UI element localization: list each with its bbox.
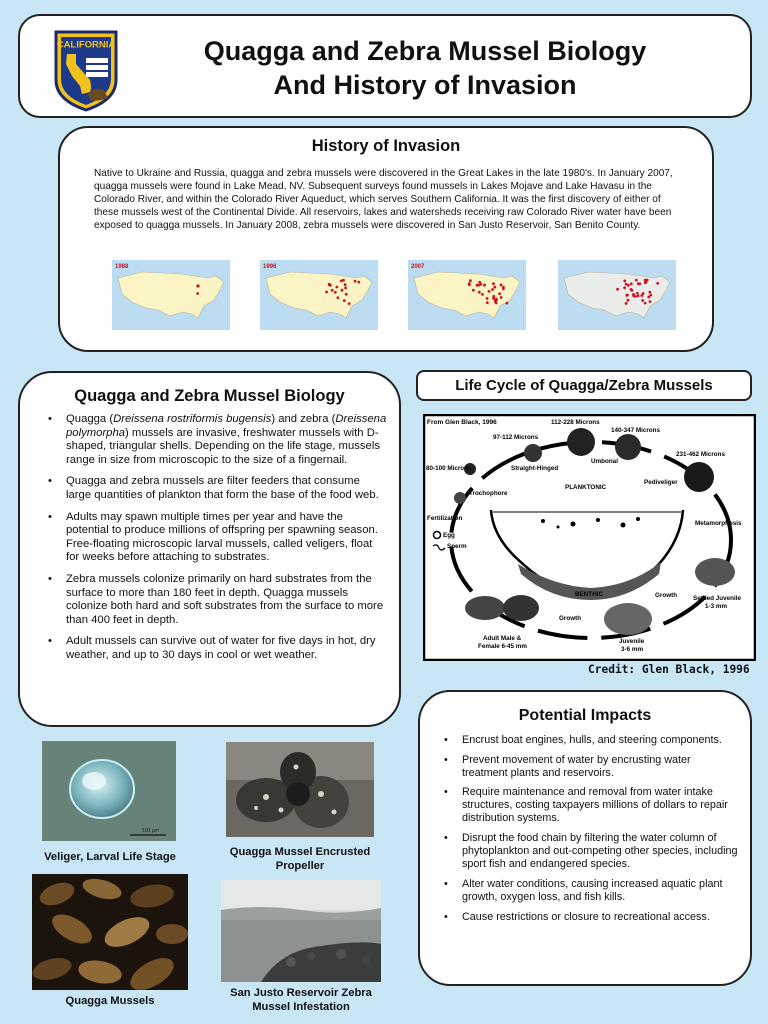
invasion-map <box>260 260 378 330</box>
infestation-mark <box>491 288 494 291</box>
label-settled-juvenile: Settled Juvenile <box>693 595 741 602</box>
stage-140-icon <box>615 434 641 460</box>
infestation-mark <box>342 279 345 282</box>
adult-female-icon <box>465 596 505 620</box>
veliger-photo <box>42 741 176 841</box>
label-juvenile: Juvenile <box>619 638 645 645</box>
infestation-mark <box>632 294 635 297</box>
infestation-mark <box>477 284 480 287</box>
list-item: • Disrupt the food chain by filtering the water column of phytoplankton and out-competing other species, including sport fish and endangered species. <box>434 832 738 871</box>
title-panel <box>18 14 752 118</box>
reservoir-caption: San Justo Reservoir Zebra Mussel Infestation <box>230 987 372 1013</box>
infestation-mark <box>644 279 647 282</box>
infestation-mark <box>341 289 344 292</box>
lifecycle-heading: Life Cycle of Quagga/Zebra Mussels <box>455 377 713 394</box>
infestation-mark <box>502 288 505 291</box>
infestation-mark <box>625 302 628 305</box>
infestation-mark <box>478 291 481 294</box>
infestation-mark <box>196 292 199 295</box>
infestation-mark <box>637 282 640 285</box>
infestation-mark <box>344 287 347 290</box>
juvenile-icon <box>604 603 652 635</box>
infestation-mark <box>631 289 634 292</box>
label-trochophore: Trochophore <box>469 490 508 497</box>
label-pediveliger: Pediveliger <box>644 479 678 486</box>
infestation-mark <box>345 293 348 296</box>
biology-panel <box>18 371 401 727</box>
label-adult: Adult Male & <box>483 635 522 642</box>
stage-97-icon <box>524 444 542 462</box>
infestation-mark <box>649 300 652 303</box>
infestation-mark <box>348 302 351 305</box>
label-growth-1: Growth <box>655 592 678 599</box>
history-heading: History of Invasion <box>311 137 461 155</box>
lifecycle-title-panel <box>416 370 752 401</box>
list-item: • Quagga (Dreissena rostriformis bugensis) and zebra (Dreissena polymorpha) mussels are invasive, freshwater mussels with D-shaped, triangular shells. Depending on the life stage, mussels range in size from microscopic to the size of a fingernail. <box>38 413 388 467</box>
infestation-mark <box>336 286 339 289</box>
label-sperm: Sperm <box>447 543 467 550</box>
label-straight-hinged: Straight-Hinged <box>511 465 559 472</box>
label-planktonic: PLANKTONIC <box>565 484 607 491</box>
infestation-mark <box>616 288 619 291</box>
cdfw-badge-logo <box>52 28 120 112</box>
list-item: • Require maintenance and removal from water intake structures, costing taxpayers millions of dollars to repair distribution systems. <box>434 786 738 825</box>
infestation-mark <box>325 291 328 294</box>
biology-heading: Quagga and Zebra Mussel Biology <box>74 387 345 405</box>
stage-231-icon <box>684 462 714 492</box>
infestation-mark <box>478 281 481 284</box>
san-justo-reservoir-photo <box>221 880 381 982</box>
label-umbonal: Umbonal <box>591 458 618 465</box>
propeller-caption: Quagga Mussel Encrusted Propeller <box>229 846 371 872</box>
list-item: • Adult mussels can survive out of water for five days in hot, dry weather, and up to 30 days in cool or wet weather. <box>38 635 388 662</box>
lifecycle-credit: Credit: Glen Black, 1996 <box>588 663 750 676</box>
veliger-scale-label: 100 µm <box>142 828 159 834</box>
infestation-mark <box>481 293 484 296</box>
infestation-mark <box>498 292 501 295</box>
infestation-mark <box>630 283 633 286</box>
infestation-mark <box>472 289 475 292</box>
infestation-mark <box>635 279 638 282</box>
stage-112-icon <box>567 428 595 456</box>
infestation-mark <box>500 296 503 299</box>
infestation-mark <box>493 286 496 289</box>
infestation-mark <box>329 284 332 287</box>
biology-list <box>38 413 388 671</box>
title-line-2: And History of Invasion <box>273 70 577 100</box>
list-item: • Cause restrictions or closure to recreational access. <box>434 911 738 924</box>
infestation-mark <box>641 299 644 302</box>
impacts-heading: Potential Impacts <box>518 707 652 724</box>
quagga-scientific-name: Dreissena rostriformis bugensis <box>113 413 272 425</box>
quagga-mussels-caption: Quagga Mussels <box>65 995 155 1007</box>
zebra-scientific-name: Dreissena polymorpha <box>66 413 387 439</box>
list-item: • Quagga and zebra mussels are filter feeders that consume large quantities of plankton that form the base of the food web. <box>38 475 388 502</box>
infestation-mark <box>488 290 491 293</box>
infestation-mark <box>656 282 659 285</box>
invasion-map <box>558 260 676 330</box>
label-140: 140-347 Microns <box>611 427 661 434</box>
list-item: • Alter water conditions, causing increased aquatic plant growth, oxygen loss, and fish kills. <box>434 878 738 904</box>
infestation-mark <box>343 299 346 302</box>
history-panel <box>58 126 714 352</box>
infestation-mark <box>649 291 652 294</box>
invasion-map <box>112 260 230 330</box>
infestation-mark <box>636 292 639 295</box>
label-fertilization: Fertilization <box>427 515 463 522</box>
infestation-mark <box>649 294 652 297</box>
list-item: • Zebra mussels colonize primarily on hard substrates from the surface to more than 180 feet in depth. Quagga mussels colonize both hard and soft substrates from the surface to more than 400 feet in depth. <box>38 573 388 627</box>
list-item: • Prevent movement of water by encrusting water treatment plants and reservoirs. <box>434 754 738 780</box>
propeller-photo <box>226 742 374 837</box>
map-year-label: 1988 <box>115 264 129 270</box>
label-metamorphosis: Metamorphosis <box>695 520 742 527</box>
infestation-mark <box>492 282 495 285</box>
label-growth-2: Growth <box>559 615 582 622</box>
diagram-source: From Glen Black, 1996 <box>427 419 497 426</box>
svg-text:CALIFORNIA: CALIFORNIA <box>56 39 116 51</box>
infestation-mark <box>623 286 626 289</box>
veliger-caption: Veliger, Larval Life Stage <box>44 851 176 863</box>
infestation-mark <box>468 283 471 286</box>
infestation-mark <box>644 302 647 305</box>
label-adult-size: Female 6-45 mm <box>478 643 528 650</box>
label-231: 231-462 Microns <box>676 451 726 458</box>
infestation-mark <box>486 301 489 304</box>
infestation-mark <box>357 281 360 284</box>
poster-title <box>130 34 720 102</box>
map-year-label: 1996 <box>263 264 277 270</box>
history-paragraph: Native to Ukraine and Russia, quagga and zebra mussels were discovered in the Great Lakes in the late 1980's. In January 2007, quagga mussels were found in Lake Mead, NV. Subsequent surveys found mussels in Lakes Mojave and Lake Havasu in the Colorado River, and within the Colorado River Aqueduct, which serves Southern California. It was the first discovery of either of these mussels west of the Continental Divide. All reservoirs, lakes and watersheds receiving raw Colorado River water have been exposed to quagga mussels. In January 2008, zebra mussels were discovered in San Justo Reservoir, San Benito County. <box>94 168 673 231</box>
label-112: 112-228 Microns <box>551 419 600 426</box>
infestation-mark <box>627 284 630 287</box>
impacts-panel <box>418 690 752 986</box>
map-year-label: 2007 <box>411 264 425 270</box>
quagga-mussels-photo <box>32 874 188 990</box>
infestation-mark <box>640 294 643 297</box>
list-item: • Encrust boat engines, hulls, and steering components. <box>434 734 738 747</box>
infestation-mark <box>344 283 347 286</box>
infestation-mark <box>627 299 630 302</box>
infestation-mark <box>492 297 495 300</box>
trochophore-icon <box>454 492 466 504</box>
infestation-mark <box>331 289 334 292</box>
label-benthic: BENTHIC <box>575 591 603 598</box>
label-97: 97-112 Microns <box>493 434 539 441</box>
invasion-map <box>408 260 526 330</box>
infestation-mark <box>337 296 340 299</box>
title-line-1: Quagga and Zebra Mussel Biology <box>203 36 647 66</box>
infestation-mark <box>506 302 509 305</box>
infestation-mark <box>196 284 199 287</box>
infestation-mark <box>623 280 626 283</box>
infestation-mark <box>637 295 640 298</box>
list-item: • Adults may spawn multiple times per year and have the potential to produce millions of offspring per spawning season. Free-floating microscopic larval mussels, called veligers, float for weeks before attaching to substrates. <box>38 511 388 565</box>
infestation-mark <box>469 279 472 282</box>
label-juvenile-size: 3-6 mm <box>621 646 644 653</box>
lifecycle-diagram <box>423 414 756 661</box>
label-settled-size: 1-3 mm <box>705 603 728 610</box>
adult-male-icon <box>503 595 539 621</box>
infestation-mark <box>334 291 337 294</box>
infestation-mark <box>483 284 486 287</box>
infestation-mark <box>500 284 503 287</box>
label-egg: Egg <box>443 532 455 539</box>
infestation-mark <box>625 294 628 297</box>
settled-juvenile-icon <box>695 558 735 586</box>
label-80: 80-100 Microns <box>426 465 472 472</box>
infestation-mark <box>354 280 357 283</box>
infestation-mark <box>486 297 489 300</box>
impacts-list <box>434 734 738 930</box>
